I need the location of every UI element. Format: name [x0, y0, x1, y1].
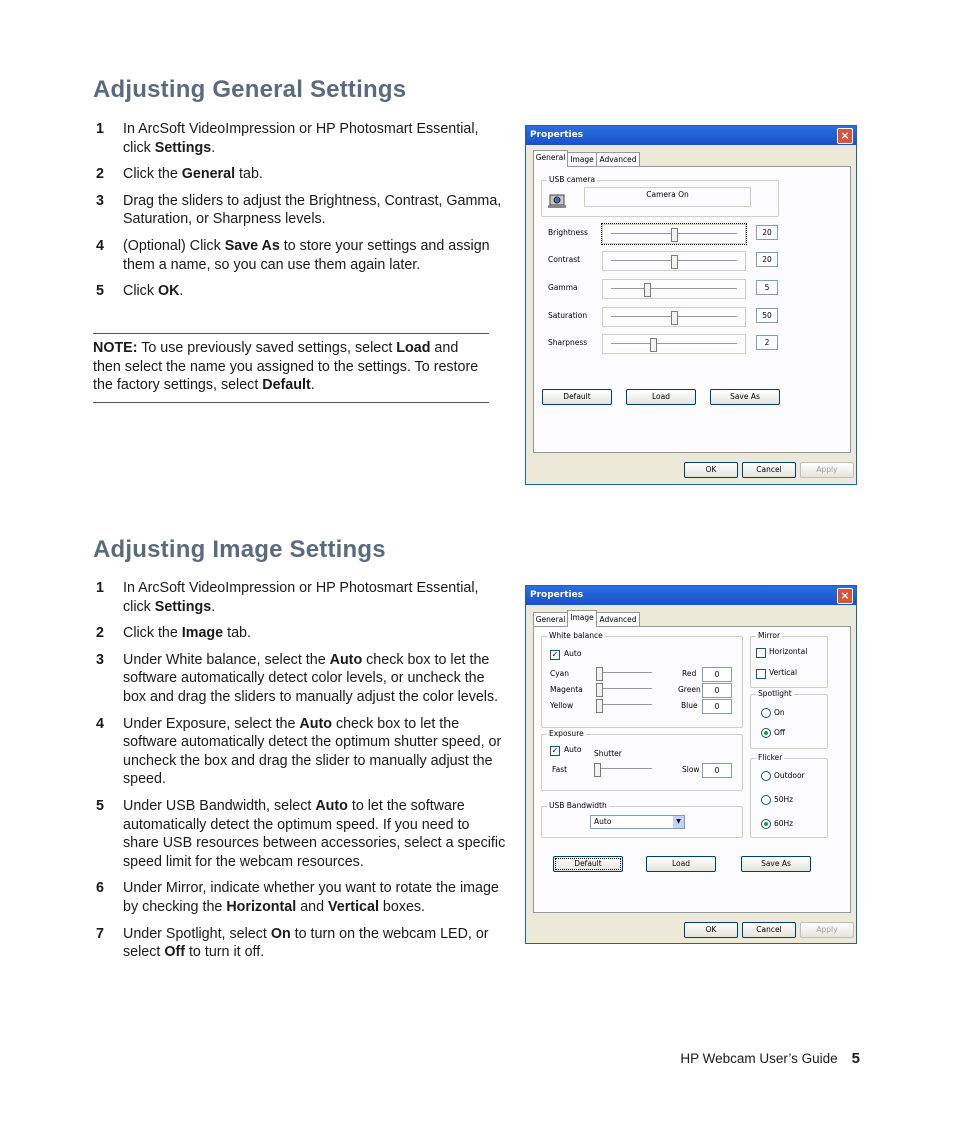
dialog-titlebar: Properties × [526, 586, 856, 605]
properties-dialog-general [525, 125, 857, 485]
shutter-value[interactable]: 0 [702, 763, 732, 778]
flicker-50hz-radio[interactable] [761, 795, 771, 805]
cancel-button[interactable]: Cancel [742, 462, 796, 478]
saturation-slider[interactable] [607, 310, 741, 324]
exposure-group: Exposure ✓ Auto Shutter Fast Slow 0 [541, 734, 743, 791]
usb-bandwidth-select[interactable]: Auto ▼ [590, 815, 685, 829]
default-button[interactable]: Default [553, 856, 623, 872]
cyan-red-slider[interactable] [594, 666, 656, 680]
blue-value[interactable]: 0 [702, 699, 732, 714]
50hz-label: 50Hz [774, 795, 794, 804]
general-steps-list [93, 120, 508, 309]
tab-advanced[interactable]: Advanced [596, 152, 640, 166]
off-label: Off [774, 728, 786, 737]
slider-thumb[interactable] [671, 228, 678, 242]
mirror-group: Mirror Horizontal Vertical [750, 636, 828, 688]
slider-thumb[interactable] [671, 311, 678, 325]
blue-label: Blue [681, 701, 698, 710]
list-item: 2 Click the General tab. [96, 166, 263, 183]
slider-track-box [602, 279, 746, 299]
cyan-label: Cyan [550, 669, 570, 678]
note-box: NOTE: To use previously saved settings, select Load and then select the name you assigned to the settings. To restore the factory settings, select Default. [93, 333, 489, 403]
slider-value[interactable]: 20 [756, 225, 778, 240]
spotlight-group: Spotlight On Off [750, 694, 828, 749]
yellow-label: Yellow [550, 701, 574, 710]
footer-title: HP Webcam User’s Guide [680, 1051, 838, 1066]
section-heading-image: Adjusting Image Settings [93, 536, 386, 563]
exposure-auto-checkbox[interactable]: ✓ [551, 746, 559, 755]
cancel-button[interactable]: Cancel [742, 922, 796, 938]
load-button[interactable]: Load [646, 856, 716, 872]
red-label: Red [682, 669, 697, 678]
gamma-slider[interactable] [607, 282, 741, 296]
page-number: 5 [851, 1050, 860, 1067]
vertical-label: Vertical [769, 668, 798, 677]
flicker-group: Flicker Outdoor 50Hz 60Hz [750, 758, 828, 838]
apply-button[interactable]: Apply [800, 462, 854, 478]
yellow-blue-slider[interactable] [594, 698, 656, 712]
list-item: 4 (Optional) Click Save As to store your settings and assign them a name, so you can use them again later. [96, 237, 490, 273]
list-item: 3 Drag the sliders to adjust the Brightness, Contrast, Gamma, Saturation, or Sharpness levels. [96, 192, 502, 228]
brightness-slider[interactable] [607, 227, 741, 241]
close-icon[interactable]: × [837, 128, 853, 144]
list-item: 7 Under Spotlight, select On to turn on the webcam LED, or select Off to turn it off. [96, 925, 489, 961]
magenta-label: Magenta [550, 685, 583, 694]
tab-image[interactable]: Image [567, 152, 597, 166]
page-footer [680, 1050, 860, 1067]
list-item: 5 Under USB Bandwidth, select Auto to let the software automatically detect the optimum speed. If you need to share USB resources between accessories, select a specific speed limit for the webcam resources. [96, 797, 506, 870]
default-button[interactable]: Default [542, 389, 612, 405]
list-item: 4 Under Exposure, select the Auto check box to let the software automatically detect the optimum shutter speed, or uncheck the box and drag the slider to manually adjust the speed. [96, 715, 502, 788]
section-heading-general: Adjusting General Settings [93, 76, 407, 103]
slider-label: Sharpness [548, 338, 588, 347]
save-as-button[interactable]: Save As [710, 389, 780, 405]
slider-value[interactable]: 50 [756, 308, 778, 323]
usb-bandwidth-group: USB Bandwidth Auto ▼ [541, 806, 743, 838]
slider-value[interactable]: 20 [756, 252, 778, 267]
list-item: 5 Click OK. [96, 283, 184, 300]
close-icon[interactable]: × [837, 588, 853, 604]
white-balance-auto-checkbox[interactable]: ✓ [551, 650, 559, 659]
horizontal-label: Horizontal [769, 647, 808, 656]
apply-button[interactable]: Apply [800, 922, 854, 938]
tab-advanced[interactable]: Advanced [596, 612, 640, 626]
slider-thumb[interactable] [644, 283, 651, 297]
slider-label: Saturation [548, 311, 588, 320]
horizontal-checkbox[interactable] [756, 648, 766, 658]
vertical-checkbox[interactable] [756, 669, 766, 679]
ok-button[interactable]: OK [684, 462, 738, 478]
slider-value[interactable]: 5 [756, 280, 778, 295]
slider-track-box [602, 251, 746, 271]
list-item: 1 In ArcSoft VideoImpression or HP Photosmart Essential, click Settings. [96, 580, 479, 615]
tab-image[interactable]: Image [567, 610, 597, 627]
ok-button[interactable]: OK [684, 922, 738, 938]
on-label: On [774, 708, 785, 717]
slider-track-box [602, 334, 746, 354]
slider-label: Contrast [548, 255, 581, 264]
spotlight-on-radio[interactable] [761, 708, 771, 718]
slider-track-box [602, 224, 746, 244]
tab-general[interactable]: General [533, 612, 568, 626]
fast-label: Fast [552, 765, 568, 774]
slider-value[interactable]: 2 [756, 335, 778, 350]
green-label: Green [678, 685, 701, 694]
green-value[interactable]: 0 [702, 683, 732, 698]
sharpness-slider[interactable] [607, 337, 741, 351]
slow-label: Slow [682, 765, 700, 774]
tab-panel [533, 626, 851, 913]
slider-label: Brightness [548, 228, 588, 237]
spotlight-off-radio[interactable] [761, 728, 771, 738]
outdoor-label: Outdoor [774, 771, 805, 780]
slider-thumb[interactable] [671, 255, 678, 269]
save-as-button[interactable]: Save As [741, 856, 811, 872]
chevron-down-icon: ▼ [673, 816, 684, 828]
tab-panel [533, 166, 851, 453]
list-item: 1 In ArcSoft VideoImpression or HP Photosmart Essential, click Settings. [96, 121, 479, 156]
list-item: 6 Under Mirror, indicate whether you want to rotate the image by checking the Horizontal and Vertical boxes. [96, 880, 499, 915]
dialog-titlebar: Properties × [526, 126, 856, 145]
list-item: 2 Click the Image tab. [96, 625, 251, 642]
magenta-green-slider[interactable] [594, 682, 656, 696]
camera-status: Camera On [584, 187, 751, 207]
auto-label: Auto [564, 745, 582, 754]
white-balance-group: White balance ✓ Auto Cyan Magenta Yellow Red Green Blue 0 0 0 [541, 636, 743, 728]
image-steps-list [93, 579, 508, 970]
slider-track-box [602, 307, 746, 327]
webcam-icon [548, 189, 568, 209]
contrast-slider[interactable] [607, 254, 741, 268]
flicker-60hz-radio[interactable] [761, 819, 771, 829]
flicker-outdoor-radio[interactable] [761, 771, 771, 781]
usb-camera-group: USB camera Camera On [541, 180, 779, 217]
list-item: 3 Under White balance, select the Auto check box to let the software automatically detect color levels, or uncheck the box and drag the sliders to manually adjust the color levels. [96, 651, 499, 705]
60hz-label: 60Hz [774, 819, 794, 828]
shutter-label: Shutter [594, 749, 622, 758]
tab-general[interactable]: General [533, 150, 568, 167]
slider-label: Gamma [548, 283, 578, 292]
load-button[interactable]: Load [626, 389, 696, 405]
auto-label: Auto [564, 649, 582, 658]
shutter-slider[interactable] [592, 762, 656, 776]
slider-thumb[interactable] [650, 338, 657, 352]
red-value[interactable]: 0 [702, 667, 732, 682]
properties-dialog-image [525, 585, 857, 944]
